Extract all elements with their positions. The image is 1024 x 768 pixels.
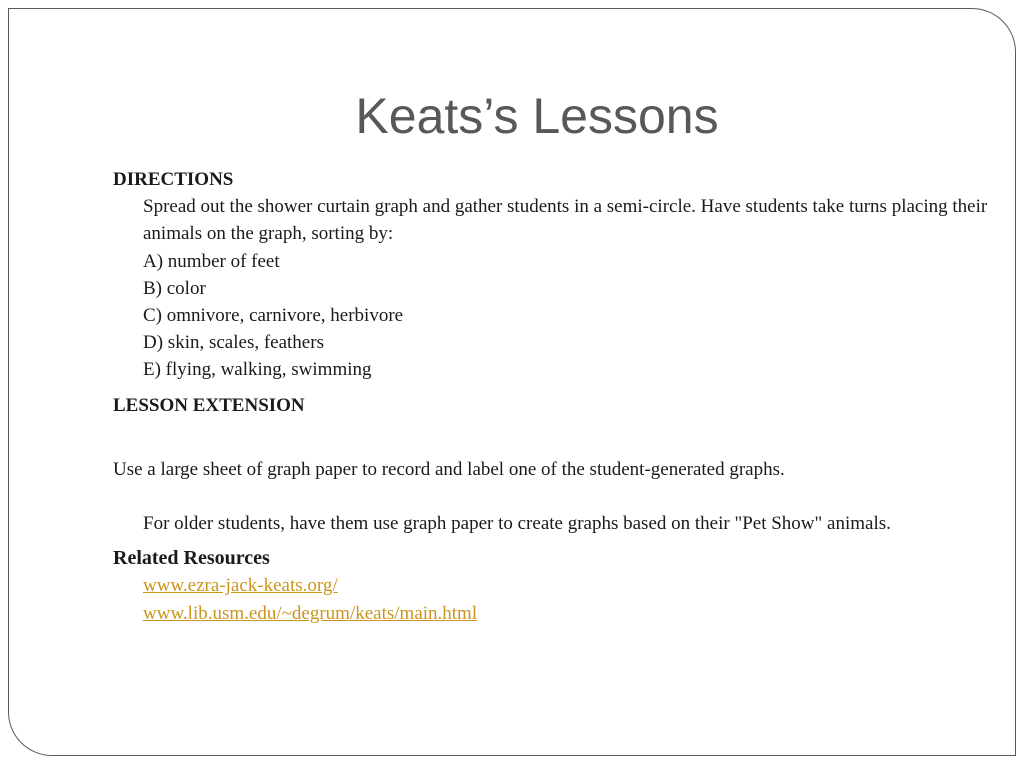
resource-link-usm-keats[interactable]: www.lib.usm.edu/~degrum/keats/main.html [143,602,478,624]
spacer [113,419,993,456]
directions-heading: DIRECTIONS [113,169,234,190]
directions-intro: Spread out the shower curtain graph and gather students in a semi-circle. Have students take turns placing their animals on the graph, sorting by: [143,196,988,245]
directions-item-d: D) skin, scales, feathers [143,332,324,354]
directions-item-e: E) flying, walking, swimming [143,359,372,381]
spacer [113,483,993,510]
spacer [113,537,993,545]
directions-item-a: A) number of feet [143,250,280,272]
resource-link-item [113,572,993,599]
directions-item-c: C) omnivore, carnivore, herbivore [143,305,404,327]
slide-title: Keats’s Lessons [355,88,719,144]
resources-heading: Related Resources [113,547,270,570]
slide-content [113,166,993,627]
extension-paragraph-2: For older students, have them use graph paper to create graphs based on their "Pet Show" animals. [143,513,891,535]
directions-item-b: B) color [143,277,206,299]
resource-link-ezra-jack-keats[interactable]: www.ezra-jack-keats.org/ [143,575,338,597]
extension-heading: LESSON EXTENSION [113,394,305,416]
spacer [113,384,993,392]
resource-link-item [113,600,993,627]
extension-paragraph-1: Use a large sheet of graph paper to record and label one of the student-generated graphs. [113,458,785,480]
